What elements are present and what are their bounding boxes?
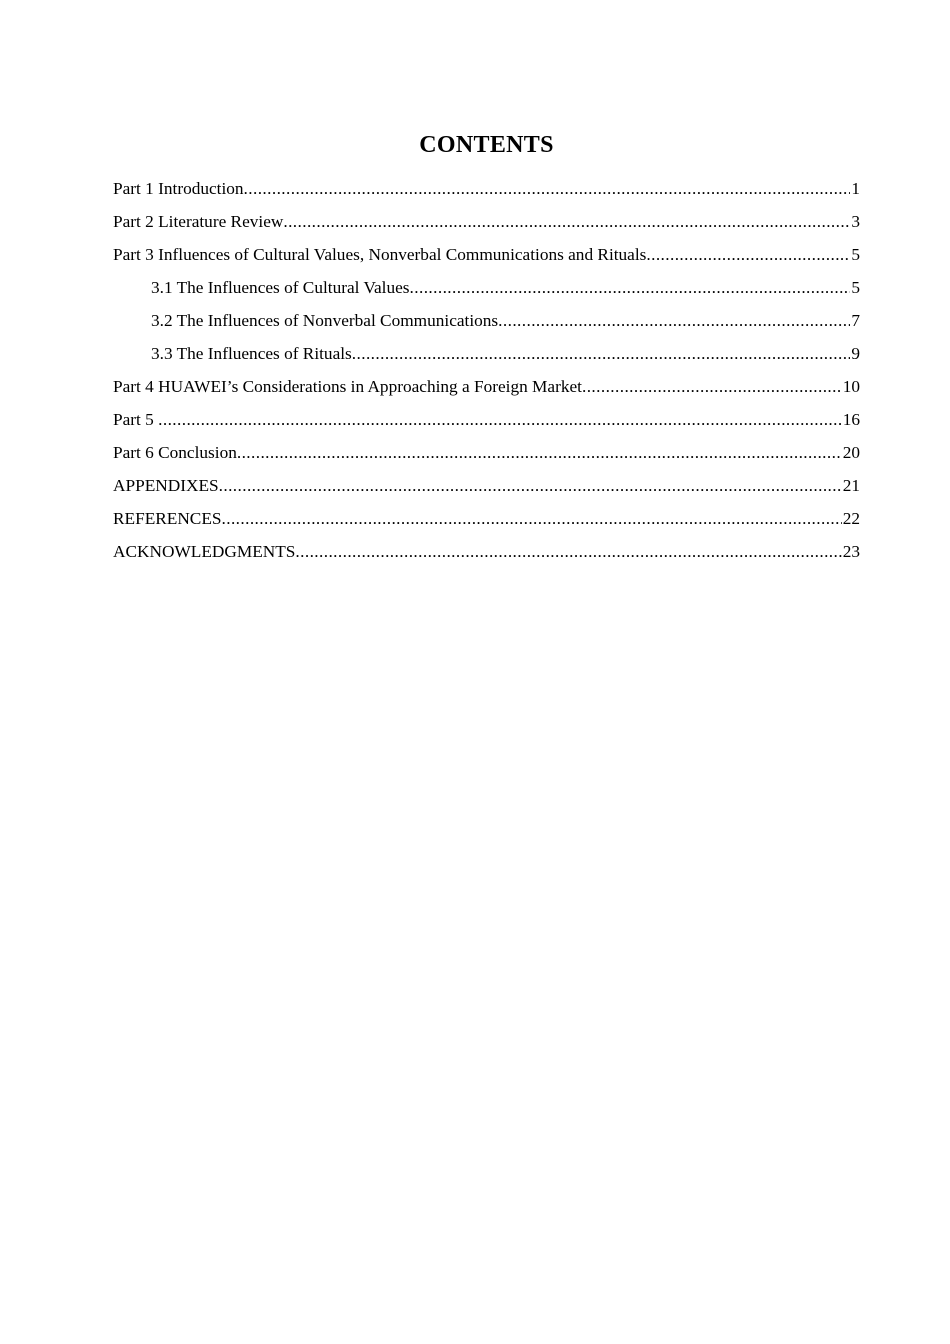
toc-entry-page-number: 1 — [851, 179, 860, 198]
toc-entry-label: Part 2 Literature Review — [113, 212, 284, 231]
table-of-contents — [113, 176, 860, 572]
toc-entry-label: 3.1 The Influences of Cultural Values — [151, 278, 410, 297]
toc-entry-label: APPENDIXES — [113, 476, 219, 495]
toc-entry[interactable] — [113, 242, 860, 275]
toc-entry-label: Part 6 Conclusion — [113, 443, 237, 462]
toc-entry-label: Part 5 — [113, 410, 159, 429]
toc-entry-page-number: 9 — [851, 344, 860, 363]
toc-entry[interactable] — [113, 506, 860, 539]
toc-entry-label: 3.2 The Influences of Nonverbal Communications — [151, 311, 499, 330]
dot-leader — [498, 308, 850, 334]
dot-leader — [222, 506, 842, 532]
toc-entry-label: REFERENCES — [113, 509, 222, 528]
toc-entry-page-number: 23 — [842, 542, 860, 561]
toc-entry-page-number: 5 — [851, 278, 860, 297]
toc-entry[interactable] — [113, 176, 860, 209]
toc-entry-page-number: 5 — [851, 245, 860, 264]
toc-entry[interactable] — [113, 539, 860, 572]
dot-leader — [646, 242, 850, 268]
dot-leader — [410, 275, 851, 301]
toc-entry[interactable] — [113, 440, 860, 473]
toc-entry-page-number: 3 — [851, 212, 860, 231]
dot-leader — [283, 209, 850, 235]
toc-entry-page-number: 20 — [842, 443, 860, 462]
dot-leader — [295, 539, 841, 565]
toc-entry[interactable] — [113, 407, 860, 440]
dot-leader — [582, 374, 842, 400]
toc-subentry[interactable] — [113, 275, 860, 308]
toc-entry-label: ACKNOWLEDGMENTS — [113, 542, 296, 561]
toc-entry-page-number: 7 — [851, 311, 860, 330]
toc-entry[interactable] — [113, 473, 860, 506]
toc-subentry[interactable] — [113, 341, 860, 374]
dot-leader — [244, 176, 851, 202]
dot-leader — [219, 473, 842, 499]
dot-leader — [158, 407, 842, 433]
toc-entry-label: Part 1 Introduction — [113, 179, 244, 198]
toc-entry-label: Part 3 Influences of Cultural Values, Nonverbal Communications and Rituals — [113, 245, 647, 264]
toc-subentry[interactable] — [113, 308, 860, 341]
toc-entry-page-number: 10 — [842, 377, 860, 396]
toc-entry-page-number: 22 — [842, 509, 860, 528]
toc-entry-label: Part 4 HUAWEI’s Considerations in Approaching a Foreign Market — [113, 377, 582, 396]
dot-leader — [352, 341, 851, 367]
dot-leader — [237, 440, 842, 466]
toc-entry-page-number: 21 — [842, 476, 860, 495]
toc-entry-page-number: 16 — [842, 410, 860, 429]
toc-entry[interactable] — [113, 209, 860, 242]
toc-entry[interactable] — [113, 374, 860, 407]
page-title: CONTENTS — [419, 132, 554, 158]
toc-entry-label: 3.3 The Influences of Rituals — [151, 344, 352, 363]
